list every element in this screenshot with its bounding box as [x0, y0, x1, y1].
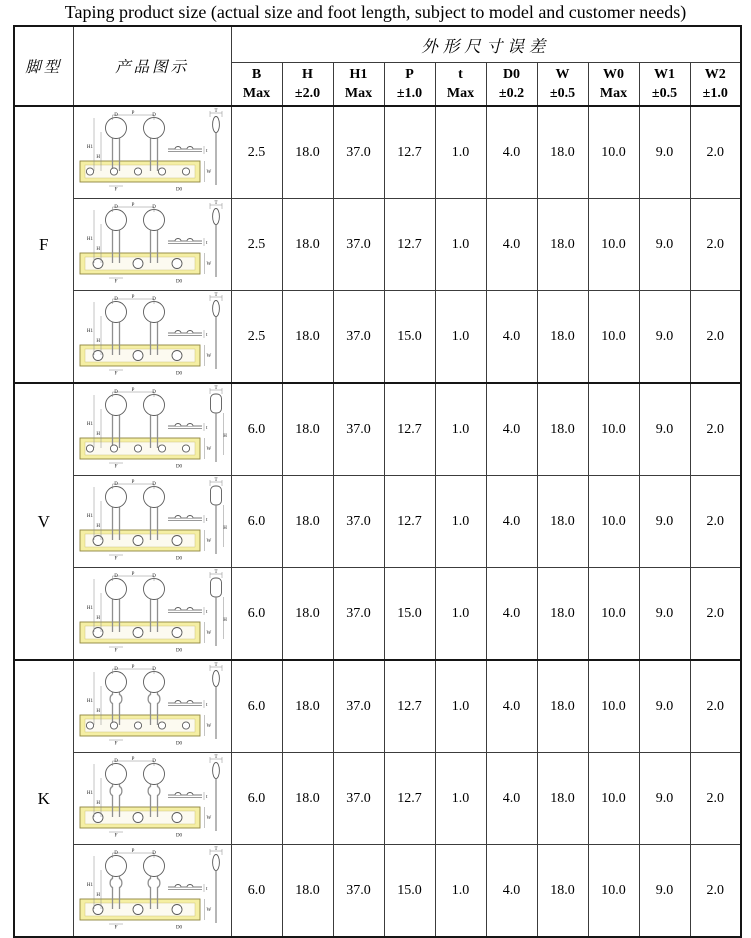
svg-text:W: W [206, 724, 212, 729]
svg-text:t: t [206, 703, 208, 708]
row-V-3 [14, 568, 741, 661]
column-name: t [458, 67, 463, 82]
value-K-3-D0: 4.0 [486, 845, 537, 938]
value-F-1-W2: 2.0 [690, 106, 741, 199]
value-V-2-W: 18.0 [537, 476, 588, 568]
svg-text:H1: H1 [86, 422, 93, 427]
svg-text:T: T [214, 663, 218, 669]
svg-text:H: H [96, 155, 100, 160]
value-V-1-W0: 10.0 [588, 383, 639, 476]
svg-text:P: P [131, 571, 135, 577]
svg-text:W: W [206, 262, 212, 267]
value-K-1-H1: 37.0 [333, 660, 384, 753]
column-name: D0 [502, 67, 521, 82]
product-diagram-svg [76, 292, 228, 376]
svg-text:W: W [206, 539, 212, 544]
svg-text:D0: D0 [175, 648, 183, 654]
svg-text:D0: D0 [175, 187, 183, 193]
value-F-2-W0: 10.0 [588, 199, 639, 291]
value-F-3-B: 2.5 [231, 291, 282, 384]
value-V-2-P: 12.7 [384, 476, 435, 568]
column-header-W0 [588, 63, 639, 107]
value-V-1-W1: 9.0 [639, 383, 690, 476]
svg-text:T: T [214, 478, 218, 484]
value-V-2-D0: 4.0 [486, 476, 537, 568]
column-tolerance: Max [242, 86, 271, 101]
svg-text:t: t [206, 887, 208, 892]
svg-text:F: F [114, 556, 118, 562]
svg-text:P: P [131, 479, 135, 485]
column-name: B [251, 67, 262, 82]
value-V-3-P: 15.0 [384, 568, 435, 661]
product-diagram-svg [76, 846, 228, 930]
column-tolerance: ±0.5 [549, 86, 576, 101]
svg-text:P: P [131, 848, 135, 854]
svg-text:W: W [206, 170, 212, 175]
value-K-1-W2: 2.0 [690, 660, 741, 753]
svg-text:D: D [114, 759, 118, 764]
value-F-2-B: 2.5 [231, 199, 282, 291]
svg-text:D0: D0 [175, 371, 183, 377]
svg-text:F: F [114, 648, 118, 654]
value-V-3-t: 1.0 [435, 568, 486, 661]
value-K-3-P: 15.0 [384, 845, 435, 938]
svg-text:F: F [114, 741, 118, 747]
leg-type-K: K [14, 660, 73, 937]
svg-text:T: T [214, 755, 218, 761]
product-diagram-V-1 [73, 383, 231, 476]
value-F-3-P: 15.0 [384, 291, 435, 384]
column-tolerance: ±0.5 [651, 86, 678, 101]
svg-text:H: H [223, 618, 227, 623]
column-header-t [435, 63, 486, 107]
value-F-3-W0: 10.0 [588, 291, 639, 384]
value-V-1-B: 6.0 [231, 383, 282, 476]
product-diagram-svg [76, 385, 228, 469]
column-tolerance: ±2.0 [294, 86, 321, 101]
product-diagram-K-2 [73, 753, 231, 845]
value-K-1-W: 18.0 [537, 660, 588, 753]
value-F-2-D0: 4.0 [486, 199, 537, 291]
svg-text:D: D [114, 390, 118, 395]
svg-text:H: H [96, 709, 100, 714]
column-header-H1 [333, 63, 384, 107]
product-diagram-V-3 [73, 568, 231, 661]
row-K-1 [14, 660, 741, 753]
column-tolerance: ±1.0 [702, 86, 728, 101]
svg-text:P: P [131, 110, 135, 116]
svg-text:P: P [131, 756, 135, 762]
product-diagram-header: 产品图示 [73, 26, 231, 106]
value-V-3-B: 6.0 [231, 568, 282, 661]
value-V-3-W0: 10.0 [588, 568, 639, 661]
value-K-3-H: 18.0 [282, 845, 333, 938]
svg-text:F: F [114, 187, 118, 193]
column-header-P [384, 63, 435, 107]
svg-text:P: P [131, 387, 135, 393]
svg-text:D: D [152, 113, 156, 118]
column-tolerance: Max [599, 86, 628, 101]
value-F-1-D0: 4.0 [486, 106, 537, 199]
svg-text:t: t [206, 149, 208, 154]
svg-text:F: F [114, 833, 118, 839]
svg-text:W: W [206, 447, 212, 452]
value-V-1-D0: 4.0 [486, 383, 537, 476]
svg-text:W: W [206, 631, 212, 636]
svg-text:H: H [96, 616, 100, 621]
product-diagram-V-2 [73, 476, 231, 568]
value-K-1-H: 18.0 [282, 660, 333, 753]
value-F-1-B: 2.5 [231, 106, 282, 199]
value-F-3-W2: 2.0 [690, 291, 741, 384]
svg-text:H: H [96, 893, 100, 898]
svg-text:D: D [114, 113, 118, 118]
product-diagram-K-3 [73, 845, 231, 938]
value-V-3-H: 18.0 [282, 568, 333, 661]
column-name: W2 [704, 67, 726, 82]
value-V-1-H1: 37.0 [333, 383, 384, 476]
svg-text:D: D [152, 851, 156, 856]
column-tolerance: Max [344, 86, 373, 101]
column-header-H [282, 63, 333, 107]
value-F-3-H: 18.0 [282, 291, 333, 384]
svg-text:D: D [152, 759, 156, 764]
row-V-1 [14, 383, 741, 476]
value-K-3-B: 6.0 [231, 845, 282, 938]
svg-text:H1: H1 [86, 237, 93, 242]
value-K-2-B: 6.0 [231, 753, 282, 845]
value-F-2-H1: 37.0 [333, 199, 384, 291]
value-V-2-W0: 10.0 [588, 476, 639, 568]
value-K-2-W1: 9.0 [639, 753, 690, 845]
product-diagram-svg [76, 569, 228, 653]
header-row-top [14, 26, 741, 63]
value-F-2-W2: 2.0 [690, 199, 741, 291]
column-header-B [231, 63, 282, 107]
table-body [14, 106, 741, 937]
value-K-1-D0: 4.0 [486, 660, 537, 753]
taping-size-table [13, 25, 742, 938]
svg-text:F: F [114, 279, 118, 285]
value-V-3-W1: 9.0 [639, 568, 690, 661]
svg-text:D0: D0 [175, 556, 183, 562]
svg-text:H1: H1 [86, 606, 93, 611]
column-header-W1 [639, 63, 690, 107]
svg-text:H: H [223, 526, 227, 531]
svg-text:D: D [114, 851, 118, 856]
product-diagram-svg [76, 662, 228, 746]
value-V-3-W: 18.0 [537, 568, 588, 661]
svg-text:t: t [206, 795, 208, 800]
value-K-1-B: 6.0 [231, 660, 282, 753]
value-V-2-W1: 9.0 [639, 476, 690, 568]
svg-text:D: D [114, 205, 118, 210]
value-K-2-D0: 4.0 [486, 753, 537, 845]
value-V-1-H: 18.0 [282, 383, 333, 476]
svg-text:T: T [214, 109, 218, 115]
column-name: W0 [603, 67, 624, 82]
svg-text:D0: D0 [175, 925, 183, 931]
svg-text:W: W [206, 908, 212, 913]
svg-text:F: F [114, 925, 118, 931]
value-F-1-H1: 37.0 [333, 106, 384, 199]
svg-text:T: T [214, 201, 218, 207]
value-F-2-H: 18.0 [282, 199, 333, 291]
svg-text:D0: D0 [175, 741, 183, 747]
svg-text:P: P [131, 294, 135, 300]
svg-text:t: t [206, 610, 208, 615]
svg-text:D0: D0 [175, 279, 183, 285]
column-tolerance: Max [446, 86, 475, 101]
value-V-1-P: 12.7 [384, 383, 435, 476]
svg-text:H: H [96, 432, 100, 437]
value-V-3-W2: 2.0 [690, 568, 741, 661]
leg-type-V: V [14, 383, 73, 660]
value-V-3-D0: 4.0 [486, 568, 537, 661]
column-tolerance: ±0.2 [498, 86, 525, 101]
value-K-2-W: 18.0 [537, 753, 588, 845]
svg-text:F: F [114, 371, 118, 377]
column-header-W [537, 63, 588, 107]
row-K-2 [14, 753, 741, 845]
value-K-3-W0: 10.0 [588, 845, 639, 938]
column-header-D0 [486, 63, 537, 107]
svg-text:T: T [214, 570, 218, 576]
svg-text:T: T [214, 386, 218, 392]
svg-text:T: T [214, 847, 218, 853]
product-diagram-F-2 [73, 199, 231, 291]
leg-type-header: 脚型 [14, 26, 73, 106]
value-K-3-W1: 9.0 [639, 845, 690, 938]
value-F-1-H: 18.0 [282, 106, 333, 199]
product-diagram-svg [76, 200, 228, 284]
svg-text:T: T [214, 293, 218, 299]
value-K-1-W0: 10.0 [588, 660, 639, 753]
svg-text:H1: H1 [86, 883, 93, 888]
svg-text:P: P [131, 664, 135, 670]
value-F-3-H1: 37.0 [333, 291, 384, 384]
svg-text:D: D [152, 390, 156, 395]
value-F-2-P: 12.7 [384, 199, 435, 291]
value-V-1-W2: 2.0 [690, 383, 741, 476]
svg-text:H1: H1 [86, 329, 93, 334]
value-K-2-P: 12.7 [384, 753, 435, 845]
product-diagram-svg [76, 108, 228, 192]
value-V-2-H1: 37.0 [333, 476, 384, 568]
svg-text:D0: D0 [175, 833, 183, 839]
value-K-1-W1: 9.0 [639, 660, 690, 753]
svg-text:D0: D0 [175, 464, 183, 470]
value-F-3-W: 18.0 [537, 291, 588, 384]
row-K-3 [14, 845, 741, 938]
column-name: W [555, 67, 570, 82]
product-diagram-svg [76, 477, 228, 561]
value-K-1-t: 1.0 [435, 660, 486, 753]
value-K-1-P: 12.7 [384, 660, 435, 753]
value-F-2-t: 1.0 [435, 199, 486, 291]
product-diagram-K-1 [73, 660, 231, 753]
svg-text:D: D [114, 297, 118, 302]
value-F-1-W: 18.0 [537, 106, 588, 199]
svg-text:t: t [206, 426, 208, 431]
svg-text:H: H [96, 247, 100, 252]
value-V-2-W2: 2.0 [690, 476, 741, 568]
row-F-2 [14, 199, 741, 291]
svg-text:D: D [114, 482, 118, 487]
column-name: H1 [349, 67, 368, 82]
svg-text:H: H [223, 434, 227, 439]
value-F-2-W: 18.0 [537, 199, 588, 291]
value-F-1-W0: 10.0 [588, 106, 639, 199]
svg-text:W: W [206, 354, 212, 359]
column-name: P [405, 67, 414, 82]
value-V-2-t: 1.0 [435, 476, 486, 568]
page-title: Taping product size (actual size and foot length, subject to model and customer needs) [64, 2, 687, 22]
row-F-1 [14, 106, 741, 199]
svg-text:H1: H1 [86, 514, 93, 519]
svg-text:H: H [96, 524, 100, 529]
svg-text:t: t [206, 518, 208, 523]
column-tolerance: ±1.0 [396, 86, 423, 101]
svg-text:H1: H1 [86, 699, 93, 704]
svg-text:H: H [96, 339, 100, 344]
row-V-2 [14, 476, 741, 568]
value-K-3-t: 1.0 [435, 845, 486, 938]
product-diagram-F-1 [73, 106, 231, 199]
column-name: W1 [654, 67, 675, 82]
svg-text:D: D [114, 574, 118, 579]
svg-text:W: W [206, 816, 212, 821]
svg-text:D: D [152, 574, 156, 579]
svg-text:D: D [152, 667, 156, 672]
value-F-3-D0: 4.0 [486, 291, 537, 384]
value-K-2-W0: 10.0 [588, 753, 639, 845]
value-K-3-H1: 37.0 [333, 845, 384, 938]
svg-text:D: D [152, 482, 156, 487]
svg-text:H1: H1 [86, 791, 93, 796]
svg-text:H1: H1 [86, 145, 93, 150]
svg-text:H: H [96, 801, 100, 806]
value-V-2-B: 6.0 [231, 476, 282, 568]
value-V-3-H1: 37.0 [333, 568, 384, 661]
product-diagram-F-3 [73, 291, 231, 384]
value-F-3-t: 1.0 [435, 291, 486, 384]
svg-text:D: D [114, 667, 118, 672]
product-diagram-svg [76, 754, 228, 838]
value-K-2-H: 18.0 [282, 753, 333, 845]
value-F-1-P: 12.7 [384, 106, 435, 199]
row-F-3 [14, 291, 741, 384]
svg-text:F: F [114, 464, 118, 470]
svg-text:D: D [152, 205, 156, 210]
value-F-3-W1: 9.0 [639, 291, 690, 384]
column-header-W2 [690, 63, 741, 107]
value-F-1-t: 1.0 [435, 106, 486, 199]
column-name: H [302, 67, 313, 82]
value-K-3-W2: 2.0 [690, 845, 741, 938]
svg-text:t: t [206, 333, 208, 338]
svg-text:t: t [206, 241, 208, 246]
svg-text:D: D [152, 297, 156, 302]
value-V-1-t: 1.0 [435, 383, 486, 476]
value-F-2-W1: 9.0 [639, 199, 690, 291]
value-K-3-W: 18.0 [537, 845, 588, 938]
value-F-1-W1: 9.0 [639, 106, 690, 199]
leg-type-F: F [14, 106, 73, 383]
value-K-2-t: 1.0 [435, 753, 486, 845]
svg-text:P: P [131, 202, 135, 208]
dimension-tolerance-header: 外形尺寸误差 [231, 26, 741, 63]
value-K-2-H1: 37.0 [333, 753, 384, 845]
value-V-1-W: 18.0 [537, 383, 588, 476]
value-V-2-H: 18.0 [282, 476, 333, 568]
value-K-2-W2: 2.0 [690, 753, 741, 845]
